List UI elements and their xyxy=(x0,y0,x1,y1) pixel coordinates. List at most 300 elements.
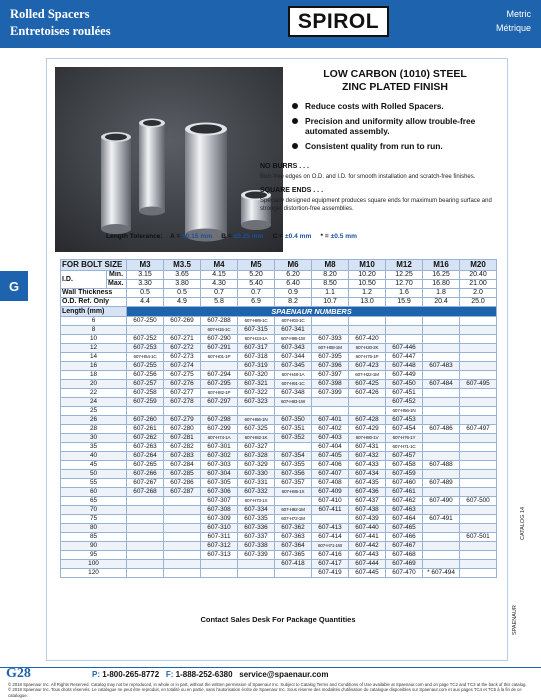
part-number-cell: 607-288 xyxy=(201,317,238,326)
part-number-cell: 607-255 xyxy=(127,362,164,371)
part-number-cell: 607-315 xyxy=(238,326,275,335)
length-value: 26 xyxy=(61,416,127,425)
feature-text-square-ends: Specially designed equipment produces square ends for maximum bearing surface and stronger distortion-free assemblies. xyxy=(260,198,492,212)
part-number-cell: 607-490 xyxy=(423,497,460,506)
od-value: 6.9 xyxy=(238,298,275,307)
part-number-cell: 607-294 xyxy=(201,371,238,380)
empty-cell xyxy=(460,362,497,371)
empty-cell xyxy=(164,533,201,542)
empty-cell xyxy=(312,515,349,524)
part-number-cell: 607-433 xyxy=(349,461,386,470)
part-number-cell: 607-266 xyxy=(127,470,164,479)
bullet-icon xyxy=(292,143,298,149)
id-max: 3.80 xyxy=(164,280,201,289)
part-number-cell: 607-301 xyxy=(201,443,238,452)
length-value: 30 xyxy=(61,434,127,443)
part-number-cell: 607-461 xyxy=(386,488,423,497)
part-number-cell: 607-337 xyxy=(238,533,275,542)
part-number-cell: 607-256 xyxy=(127,371,164,380)
part-number-cell: 607-402 xyxy=(312,425,349,434)
part-number-cell: 607-423 xyxy=(349,362,386,371)
part-number-cell: 607-483 xyxy=(423,362,460,371)
part-number-cell: 607-419 xyxy=(312,569,349,578)
empty-cell xyxy=(423,317,460,326)
wall-value: 0.7 xyxy=(201,289,238,298)
benefit-list xyxy=(292,101,504,155)
part-number-cell: 607-277 xyxy=(164,389,201,398)
part-number-cell: 607-330 xyxy=(238,470,275,479)
empty-cell xyxy=(460,488,497,497)
od-value: 13.0 xyxy=(349,298,386,307)
od-label: O.D. Ref. Only xyxy=(61,298,127,307)
empty-cell xyxy=(127,524,164,533)
product-title xyxy=(285,68,505,94)
feature-heading-square-ends: SQUARE ENDS . . . xyxy=(260,187,324,194)
od-value: 4.9 xyxy=(164,298,201,307)
empty-cell xyxy=(423,407,460,416)
part-number-cell: 607-272 xyxy=(164,344,201,353)
part-number-cell: 607-425 xyxy=(349,380,386,389)
length-value: 6 xyxy=(61,317,127,326)
part-number-cell: 607-H80-1V xyxy=(349,434,386,443)
part-number-cell: 607-413 xyxy=(312,524,349,533)
part-number-cell: 607-434 xyxy=(349,470,386,479)
section-title xyxy=(10,6,111,40)
empty-cell xyxy=(460,407,497,416)
empty-cell xyxy=(423,551,460,560)
empty-cell xyxy=(127,560,164,569)
part-number-cell: 607-328 xyxy=(238,452,275,461)
length-value: 22 xyxy=(61,389,127,398)
part-number-cell: 607-351 xyxy=(275,425,312,434)
id-min: 3.65 xyxy=(164,271,201,280)
bullet-icon xyxy=(292,118,298,124)
part-number-cell: 607-420 xyxy=(349,335,386,344)
length-value: 45 xyxy=(61,461,127,470)
part-row xyxy=(61,569,497,578)
part-number-cell: 607-322 xyxy=(238,389,275,398)
part-row xyxy=(61,506,497,515)
id-max: 6.40 xyxy=(275,280,312,289)
fax-key: F: xyxy=(165,670,174,679)
part-number-cell: 607-429 xyxy=(349,425,386,434)
part-number-cell: 607-495 xyxy=(460,380,497,389)
wall-value: 0.7 xyxy=(238,289,275,298)
id-max: 3.30 xyxy=(127,280,164,289)
empty-cell xyxy=(460,461,497,470)
empty-cell xyxy=(460,515,497,524)
part-number-cell: 607-318 xyxy=(238,353,275,362)
length-value: 14 xyxy=(61,353,127,362)
empty-cell xyxy=(164,515,201,524)
part-number-cell: 607-460 xyxy=(386,479,423,488)
empty-cell xyxy=(423,353,460,362)
part-number-cell: 607-418 xyxy=(275,560,312,569)
empty-cell xyxy=(460,542,497,551)
part-row xyxy=(61,560,497,569)
part-number-cell: 607-278 xyxy=(164,398,201,407)
empty-cell xyxy=(127,515,164,524)
part-number-cell: 607-470 xyxy=(386,569,423,578)
wall-thickness-label: Wall Thickness xyxy=(61,289,127,298)
empty-cell xyxy=(423,533,460,542)
bolt-size: M3 xyxy=(127,260,164,271)
empty-cell xyxy=(386,335,423,344)
part-number-cell: 607-325 xyxy=(238,425,275,434)
length-value: 50 xyxy=(61,470,127,479)
part-number-cell: 607-312 xyxy=(201,542,238,551)
empty-cell xyxy=(460,344,497,353)
empty-cell xyxy=(238,560,275,569)
empty-cell xyxy=(312,407,349,416)
page-header xyxy=(0,0,541,48)
empty-cell xyxy=(164,542,201,551)
od-value: 5.8 xyxy=(201,298,238,307)
part-number-cell: 607-H03-1C xyxy=(275,317,312,326)
part-number-cell: 607-435 xyxy=(349,479,386,488)
length-value: 80 xyxy=(61,524,127,533)
od-value: 25.0 xyxy=(460,298,497,307)
part-number-cell: 607-313 xyxy=(201,551,238,560)
empty-cell xyxy=(423,335,460,344)
length-value: 28 xyxy=(61,425,127,434)
part-row xyxy=(61,317,497,326)
empty-cell xyxy=(238,407,275,416)
part-number-cell: 607-258 xyxy=(127,389,164,398)
part-number-cell: 607-443 xyxy=(349,551,386,560)
part-number-cell: 607-354 xyxy=(275,452,312,461)
part-number-cell: 607-437 xyxy=(349,497,386,506)
part-number-cell: 607-453 xyxy=(386,416,423,425)
part-number-cell: 607-397 xyxy=(312,371,349,380)
phone-key: P: xyxy=(92,670,100,679)
part-number-cell: 607-467 xyxy=(386,542,423,551)
part-number-cell: 607-363 xyxy=(275,533,312,542)
email-link[interactable]: service@spaenaur.com xyxy=(239,670,329,679)
part-number-cell: 607-355 xyxy=(275,461,312,470)
contact-info xyxy=(92,670,328,679)
part-row xyxy=(61,380,497,389)
unit-french: Métrique xyxy=(495,23,531,33)
part-number-cell: 607-497 xyxy=(460,425,497,434)
part-number-cell: 607-450 xyxy=(386,380,423,389)
empty-cell xyxy=(423,434,460,443)
part-number-cell: 607-327 xyxy=(238,443,275,452)
part-number-cell: 607-H56-1N xyxy=(386,407,423,416)
bolt-size-row xyxy=(61,260,497,271)
part-number-cell: 607-286 xyxy=(164,479,201,488)
empty-cell xyxy=(238,569,275,578)
part-row xyxy=(61,407,497,416)
empty-cell xyxy=(460,551,497,560)
part-row xyxy=(61,353,497,362)
part-number-cell: 607-319 xyxy=(238,362,275,371)
part-number-cell: 607-336 xyxy=(238,524,275,533)
part-number-cell: 607-252 xyxy=(127,335,164,344)
feature-heading-no-burrs: NO BURRS . . . xyxy=(260,163,310,170)
empty-cell xyxy=(312,326,349,335)
part-number-cell: 607-308 xyxy=(201,506,238,515)
part-number-cell: 607-407 xyxy=(312,470,349,479)
empty-cell xyxy=(275,569,312,578)
length-value: 95 xyxy=(61,551,127,560)
part-number-cell: 607-393 xyxy=(312,335,349,344)
part-number-cell: 607-403 xyxy=(312,434,349,443)
part-number-cell: 607-320 xyxy=(238,371,275,380)
part-number-cell: 607-H15-1C xyxy=(201,326,238,335)
part-number-cell: 607-486 xyxy=(423,425,460,434)
bolt-size: M6 xyxy=(275,260,312,271)
part-number-cell: 607-H20-2K xyxy=(349,344,386,353)
empty-cell xyxy=(460,452,497,461)
empty-cell xyxy=(127,407,164,416)
part-number-cell: 607-261 xyxy=(127,425,164,434)
empty-cell xyxy=(460,389,497,398)
bolt-size: M12 xyxy=(386,260,423,271)
bolt-size: M8 xyxy=(312,260,349,271)
part-number-cell: 607-338 xyxy=(238,542,275,551)
bolt-size: M4 xyxy=(201,260,238,271)
part-row xyxy=(61,416,497,425)
title-line-1: LOW CARBON (1010) STEEL xyxy=(323,68,467,80)
empty-cell xyxy=(460,335,497,344)
empty-cell xyxy=(349,398,386,407)
part-number-cell: 607-282 xyxy=(164,443,201,452)
part-number-cell: 607-357 xyxy=(275,479,312,488)
empty-cell xyxy=(349,317,386,326)
part-number-cell: 607-299 xyxy=(201,425,238,434)
empty-cell xyxy=(312,317,349,326)
empty-cell xyxy=(164,569,201,578)
phone-number[interactable]: 1-800-265-8772 xyxy=(102,670,160,679)
part-number-cell: 607-352 xyxy=(275,434,312,443)
part-number-cell: 607-454 xyxy=(386,425,423,434)
part-number-cell: 607-398 xyxy=(312,380,349,389)
part-number-cell: 607-H85-1X xyxy=(275,488,312,497)
empty-cell xyxy=(164,326,201,335)
bolt-size: M3.5 xyxy=(164,260,201,271)
od-value: 8.2 xyxy=(275,298,312,307)
length-tolerance xyxy=(106,233,506,240)
part-number-cell: 607-273 xyxy=(164,353,201,362)
spaenaur-header-row xyxy=(61,307,497,317)
wall-value: 1.1 xyxy=(312,289,349,298)
part-number-cell: 607-H71-1C xyxy=(386,443,423,452)
part-row xyxy=(61,425,497,434)
empty-cell xyxy=(423,443,460,452)
product-photo xyxy=(55,67,283,252)
id-min: 4.15 xyxy=(201,271,238,280)
part-row xyxy=(61,434,497,443)
part-number-cell: * 607-494 xyxy=(423,569,460,578)
length-value: 55 xyxy=(61,479,127,488)
id-max: 5.40 xyxy=(238,280,275,289)
od-value: 4.4 xyxy=(127,298,164,307)
part-number-cell: 607-452 xyxy=(386,398,423,407)
part-number-cell: 607-297 xyxy=(201,398,238,407)
part-number-cell: 607-H91-1C xyxy=(275,380,312,389)
part-number-cell: 607-431 xyxy=(349,443,386,452)
part-number-cell: 607-H74-1A xyxy=(201,434,238,443)
part-number-cell: 607-269 xyxy=(164,317,201,326)
length-value: 100 xyxy=(61,560,127,569)
bolt-size: M5 xyxy=(238,260,275,271)
empty-cell xyxy=(423,560,460,569)
wall-value: 1.2 xyxy=(349,289,386,298)
part-number-cell: 607-264 xyxy=(127,452,164,461)
empty-cell xyxy=(349,407,386,416)
tolerance-star: * = ±0.5 mm xyxy=(320,233,357,240)
part-number-cell: 607-409 xyxy=(312,488,349,497)
part-number-cell: 607-345 xyxy=(275,362,312,371)
bolt-size-label: FOR BOLT SIZE xyxy=(61,260,127,271)
feature-text-no-burrs: Burr-free edges on O.D. and I.D. for smooth installation and scratch-free finishes. xyxy=(260,174,476,180)
spaenaur-numbers-label: SPAENAUR NUMBERS xyxy=(127,307,497,317)
empty-cell xyxy=(423,416,460,425)
part-number-cell: 607-H01-1P xyxy=(201,353,238,362)
part-number-cell: 607-484 xyxy=(423,380,460,389)
id-min: 12.25 xyxy=(386,271,423,280)
part-number-cell: 607-401 xyxy=(312,416,349,425)
empty-cell xyxy=(127,569,164,578)
length-value: 20 xyxy=(61,380,127,389)
empty-cell xyxy=(127,326,164,335)
part-number-cell: 607-304 xyxy=(201,470,238,479)
empty-cell xyxy=(460,443,497,452)
part-number-cell: 607-416 xyxy=(312,551,349,560)
section-tab[interactable]: G xyxy=(0,271,28,301)
empty-cell xyxy=(460,434,497,443)
part-number-cell: 607-440 xyxy=(349,524,386,533)
spacer-spec-table xyxy=(60,259,497,578)
empty-cell xyxy=(460,398,497,407)
length-value: 65 xyxy=(61,497,127,506)
empty-cell xyxy=(460,353,497,362)
empty-cell xyxy=(386,326,423,335)
empty-cell xyxy=(460,317,497,326)
part-number-cell: 607-321 xyxy=(238,380,275,389)
empty-cell xyxy=(127,542,164,551)
part-number-cell: 607-404 xyxy=(312,443,349,452)
bolt-size: M16 xyxy=(423,260,460,271)
part-row xyxy=(61,344,497,353)
part-number-cell: 607-280 xyxy=(164,425,201,434)
length-value: 18 xyxy=(61,371,127,380)
empty-cell xyxy=(423,398,460,407)
part-row xyxy=(61,326,497,335)
part-number-cell: 607-489 xyxy=(423,479,460,488)
wall-value: 0.5 xyxy=(127,289,164,298)
part-row xyxy=(61,488,497,497)
part-number-cell: 607-500 xyxy=(460,497,497,506)
fax-number[interactable]: 1-888-252-6380 xyxy=(175,670,233,679)
empty-cell xyxy=(127,533,164,542)
length-value: 8 xyxy=(61,326,127,335)
page-number: G28 xyxy=(6,666,31,681)
id-max: 10.50 xyxy=(349,280,386,289)
empty-cell xyxy=(460,470,497,479)
part-number-cell: 607-260 xyxy=(127,416,164,425)
part-row xyxy=(61,443,497,452)
bolt-size: M20 xyxy=(460,260,497,271)
part-number-rows xyxy=(61,317,497,578)
part-number-cell: 607-457 xyxy=(386,452,423,461)
part-number-cell: 607-417 xyxy=(312,560,349,569)
empty-cell xyxy=(423,389,460,398)
package-note: Contact Sales Desk For Package Quantities xyxy=(200,615,356,624)
length-value: 40 xyxy=(61,452,127,461)
part-number-cell: 607-491 xyxy=(423,515,460,524)
tolerance-a: A = ±0.15 mm xyxy=(170,233,213,240)
empty-cell xyxy=(201,560,238,569)
part-number-cell: 607-411 xyxy=(312,506,349,515)
part-number-cell: 607-436 xyxy=(349,488,386,497)
length-value: 85 xyxy=(61,533,127,542)
part-number-cell: 607-H82-1P xyxy=(201,389,238,398)
part-row xyxy=(61,371,497,380)
id-min: 3.15 xyxy=(127,271,164,280)
length-value: 12 xyxy=(61,344,127,353)
part-number-cell: 607-444 xyxy=(349,560,386,569)
empty-cell xyxy=(275,443,312,452)
part-number-cell: 607-271 xyxy=(164,335,201,344)
part-number-cell: 607-365 xyxy=(275,551,312,560)
empty-cell xyxy=(201,569,238,578)
part-number-cell: 607-469 xyxy=(386,560,423,569)
empty-cell xyxy=(460,560,497,569)
part-number-cell: 607-287 xyxy=(164,488,201,497)
length-value: 35 xyxy=(61,443,127,452)
part-number-cell: 607-438 xyxy=(349,506,386,515)
part-number-cell: 607-H54-1C xyxy=(127,353,164,362)
empty-cell xyxy=(164,524,201,533)
empty-cell xyxy=(127,497,164,506)
wall-value: 0.5 xyxy=(164,289,201,298)
part-number-cell: 607-432 xyxy=(349,452,386,461)
part-number-cell: 607-284 xyxy=(164,461,201,470)
part-number-cell: 607-350 xyxy=(275,416,312,425)
part-number-cell: 607-446 xyxy=(386,344,423,353)
part-number-cell: 607-H22-1M xyxy=(349,371,386,380)
part-number-cell: 607-462 xyxy=(386,497,423,506)
part-number-cell: 607-303 xyxy=(201,461,238,470)
length-value: 10 xyxy=(61,335,127,344)
empty-cell xyxy=(423,344,460,353)
length-value: 90 xyxy=(61,542,127,551)
legal-text xyxy=(8,682,538,698)
length-value: 60 xyxy=(61,488,127,497)
part-row xyxy=(61,524,497,533)
min-label: Min. xyxy=(107,271,127,280)
part-number-cell: 607-441 xyxy=(349,533,386,542)
part-number-cell: 607-281 xyxy=(164,434,201,443)
length-value: 70 xyxy=(61,506,127,515)
part-number-cell: 607-464 xyxy=(386,515,423,524)
tolerance-label: Length Tolerance: xyxy=(106,233,163,240)
tolerance-c: C = ±0.4 mm xyxy=(272,233,312,240)
part-number-cell: 607-H75-1P xyxy=(349,353,386,362)
part-number-cell: 607-250 xyxy=(127,317,164,326)
od-value: 20.4 xyxy=(423,298,460,307)
empty-cell xyxy=(460,371,497,380)
empty-cell xyxy=(460,416,497,425)
part-number-cell: 607-428 xyxy=(349,416,386,425)
part-number-cell: 607-463 xyxy=(386,506,423,515)
empty-cell xyxy=(201,407,238,416)
part-row xyxy=(61,479,497,488)
id-min: 5.20 xyxy=(238,271,275,280)
part-number-cell: 607-275 xyxy=(164,371,201,380)
